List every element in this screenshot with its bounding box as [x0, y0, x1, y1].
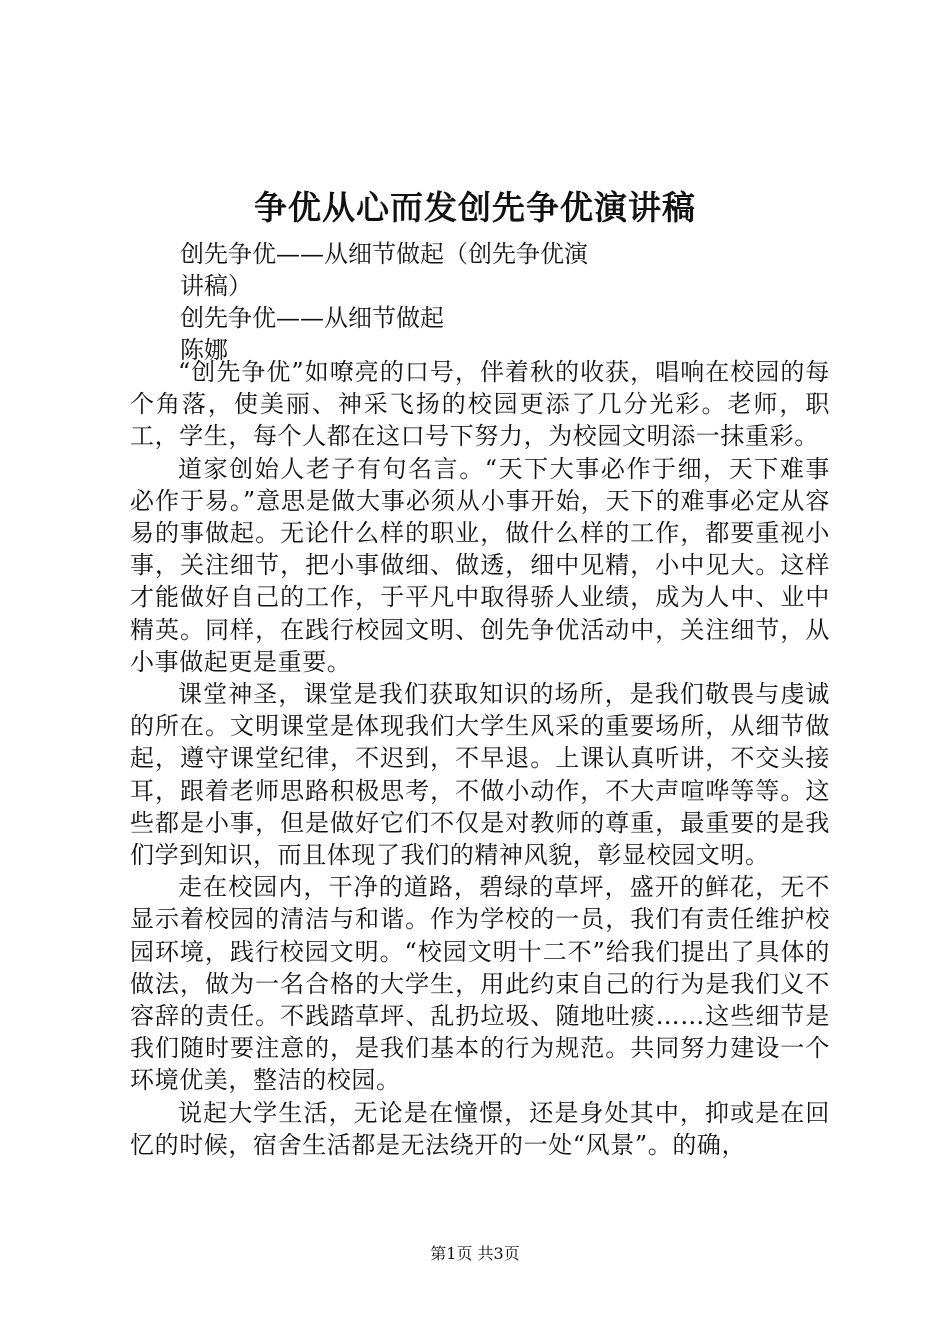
- body-text: [130, 356, 830, 1161]
- page-number-footer: 第1页 共3页: [430, 1244, 520, 1263]
- subtitle-line: 创先争优——从细节做起（创先争优演: [180, 240, 588, 268]
- author-name: 陈娜: [180, 336, 228, 364]
- subtitle-block: [180, 238, 640, 366]
- paragraph: “创先争优”如嘹亮的口号，伴着秋的收获，唱响在校园的每个角落，使美丽、神采飞扬的校园更添了几分光彩。老师，职工，学生，每个人都在这口号下努力，为校园文明添一抹重彩。: [130, 358, 830, 451]
- paragraph: 道家创始人老子有句名言。“天下大事必作于细，天下难事必作于易。”意思是做大事必须从小事开始，天下的难事必定从容易的事做起。无论什么样的职业，做什么样的工作，都要重视小事，关注细节，把小事做细、做透，细中见精，小中见大。这样才能做好自己的工作，于平凡中取得骄人业绩，成为人中、业中精英。同样，在践行校园文明、创先争优活动中，关注细节，从小事做起更是重要。: [130, 454, 830, 676]
- document-title: 争优从心而发创先争优演讲稿: [254, 188, 696, 227]
- paragraph: 课堂神圣，课堂是我们获取知识的场所，是我们敬畏与虔诚的所在。文明课堂是体现我们大学生风采的重要场所，从细节做起，遵守课堂纪律，不迟到，不早退。上课认真听讲，不交头接耳，跟着老师思路积极思考，不做小动作，不大声喧哗等等。这些都是小事，但是做好它们不仅是对教师的尊重，最重要的是我们学到知识，而且体现了我们的精神风貌，彰显校园文明。: [130, 680, 830, 870]
- paragraph: 走在校园内，干净的道路，碧绿的草坪，盛开的鲜花，无不显示着校园的清洁与和谐。作为学校的一员，我们有责任维护校园环境，践行校园文明。“校园文明十二不”给我们提出了具体的做法，做为一名合格的大学生，用此约束自己的行为是我们义不容辞的责任。不践踏草坪、乱扔垃圾、随地吐痰……这些细节是我们随时要注意的，是我们基本的行为规范。共同努力建设一个环境优美，整洁的校园。: [130, 873, 830, 1095]
- paragraph: 说起大学生活，无论是在憧憬，还是身处其中，抑或是在回忆的时候，宿舍生活都是无法绕开的一处“风景”。的确，: [130, 1098, 830, 1159]
- subtitle-line: 讲稿）: [180, 272, 252, 300]
- subtitle-line: 创先争优——从细节做起: [180, 304, 444, 332]
